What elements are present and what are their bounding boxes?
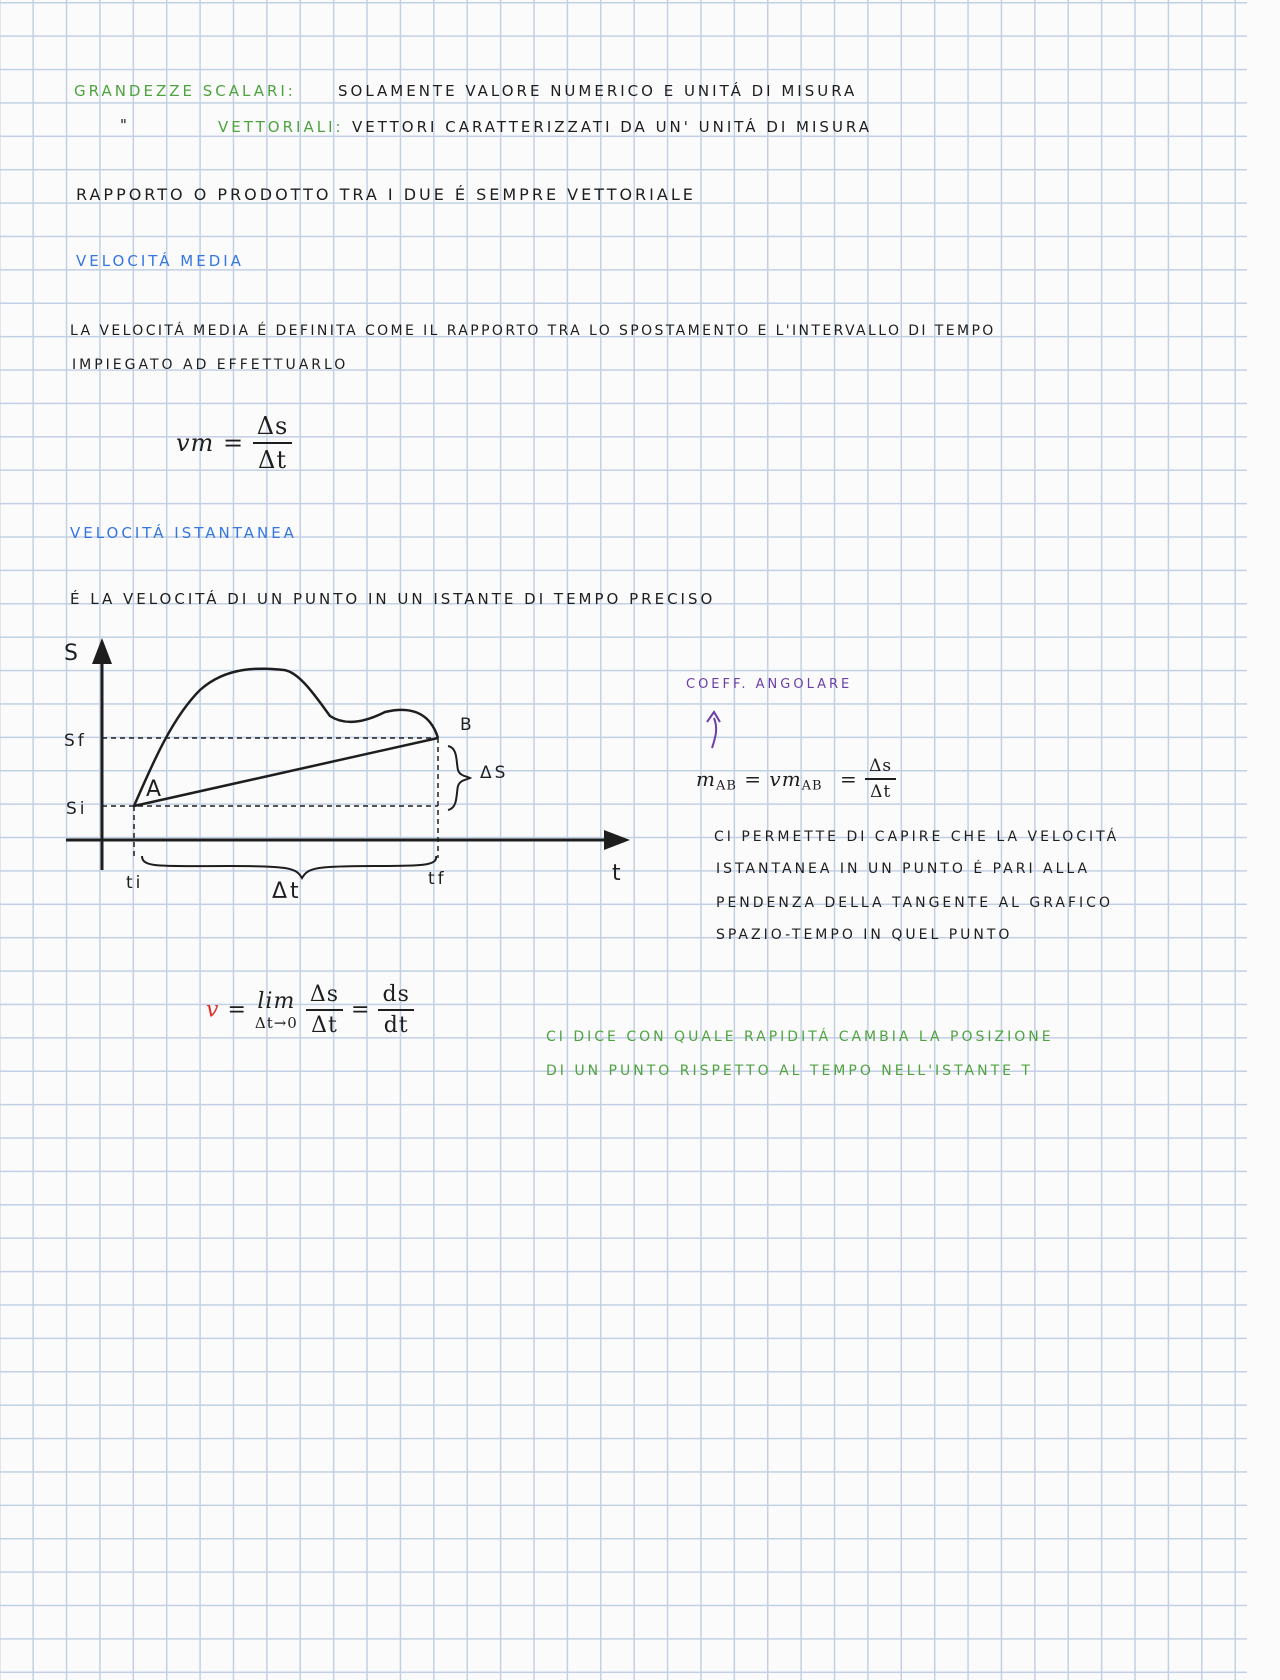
velocita-istantanea-title: VELOCITÁ ISTANTANEA: [70, 524, 297, 542]
rapporto-line: RAPPORTO O PRODOTTO TRA I DUE É SEMPRE VETTORIALE: [76, 185, 696, 204]
scalari-label: GRANDEZZE SCALARI:: [74, 82, 296, 100]
formula-v-eq: =: [227, 997, 247, 1023]
ditto-mark: ": [120, 116, 130, 134]
media-definition-1: LA VELOCITÁ MEDIA É DEFINITA COME IL RAPPORTO TRA LO SPOSTAMENTO E L'INTERVALLO DI TEMPO: [70, 323, 996, 339]
formula-v-lim-sub: Δt→0: [254, 1013, 298, 1032]
formula-v-fraction-1: [306, 982, 343, 1038]
velocita-media-title: VELOCITÁ MEDIA: [76, 252, 244, 270]
formula-m-eq: =: [744, 767, 763, 791]
formula-v-fraction-2: [378, 982, 413, 1038]
delta-s-brace: [448, 746, 470, 810]
formula-v-lim: lim: [257, 988, 296, 1014]
delta-t-brace: [142, 856, 436, 878]
istantanea-definition: É LA VELOCITÁ DI UN PUNTO IN UN ISTANTE DI TEMPO PRECISO: [70, 590, 716, 608]
formula-m-v: vm: [769, 767, 802, 791]
formula-m-eq2: =: [839, 767, 858, 791]
x-axis-label: t: [612, 861, 624, 886]
y-axis-arrow-icon: [92, 638, 112, 664]
delta-t-label: Δt: [272, 879, 302, 904]
green-note-2: DI UN PUNTO RISPETTO AL TEMPO NELL'ISTANTE T: [546, 1063, 1033, 1079]
coeff-arrow-line: [712, 718, 716, 748]
formula-slope: [696, 756, 896, 802]
sf-label: Sf: [64, 731, 87, 751]
formula-m-sub: AB: [715, 778, 737, 794]
explanation-line-3: PENDENZA DELLA TANGENTE AL GRAFICO: [716, 895, 1113, 911]
formula-vm-lhs: vm =: [176, 429, 245, 457]
point-a-label: A: [146, 777, 165, 802]
formula-v-num: Δs: [306, 982, 343, 1011]
formula-m-fraction: [865, 756, 896, 802]
formula-m-num: Δs: [865, 756, 896, 780]
formula-m-den: Δt: [870, 782, 892, 802]
formula-vm-num: Δs: [253, 412, 293, 444]
si-label: Si: [66, 799, 88, 819]
ti-label: ti: [126, 873, 144, 893]
formula-v-num2: ds: [378, 982, 413, 1011]
formula-m-vsub: AB: [801, 778, 823, 794]
formula-v: v: [206, 997, 220, 1023]
y-axis-label: S: [64, 641, 81, 666]
explanation-line-2: ISTANTANEA IN UN PUNTO É PARI ALLA: [716, 861, 1091, 877]
formula-velocita-istantanea: [206, 982, 414, 1038]
scalari-text: SOLAMENTE VALORE NUMERICO E UNITÁ DI MISURA: [338, 82, 858, 100]
formula-v-den: Δt: [311, 1013, 338, 1038]
point-b-label: B: [460, 715, 475, 735]
formula-m: m: [696, 767, 716, 791]
coeff-angolare-label: COEFF. ANGOLARE: [686, 677, 853, 692]
formula-vm-den: Δt: [258, 446, 288, 474]
tf-label: tf: [428, 869, 447, 889]
explanation-line-1: CI PERMETTE DI CAPIRE CHE LA VELOCITÁ: [714, 829, 1120, 845]
formula-v-eq2: =: [351, 997, 371, 1023]
media-definition-2: IMPIEGATO AD EFFETTUARLO: [72, 357, 349, 373]
formula-v-limit: [255, 989, 298, 1032]
vettoriali-label: VETTORIALI:: [218, 118, 344, 136]
coeff-arrow-icon: [707, 712, 720, 722]
delta-s-label: ΔS: [480, 763, 509, 783]
explanation-line-4: SPAZIO-TEMPO IN QUEL PUNTO: [716, 927, 1013, 943]
formula-v-den2: dt: [383, 1013, 409, 1038]
green-note-1: CI DICE CON QUALE RAPIDITÁ CAMBIA LA POSIZIONE: [546, 1029, 1054, 1045]
vettoriali-text: VETTORI CARATTERIZZATI DA UN' UNITÁ DI MISURA: [352, 118, 872, 136]
secant-line-ab: [134, 738, 438, 806]
x-axis-arrow-icon: [604, 830, 630, 850]
